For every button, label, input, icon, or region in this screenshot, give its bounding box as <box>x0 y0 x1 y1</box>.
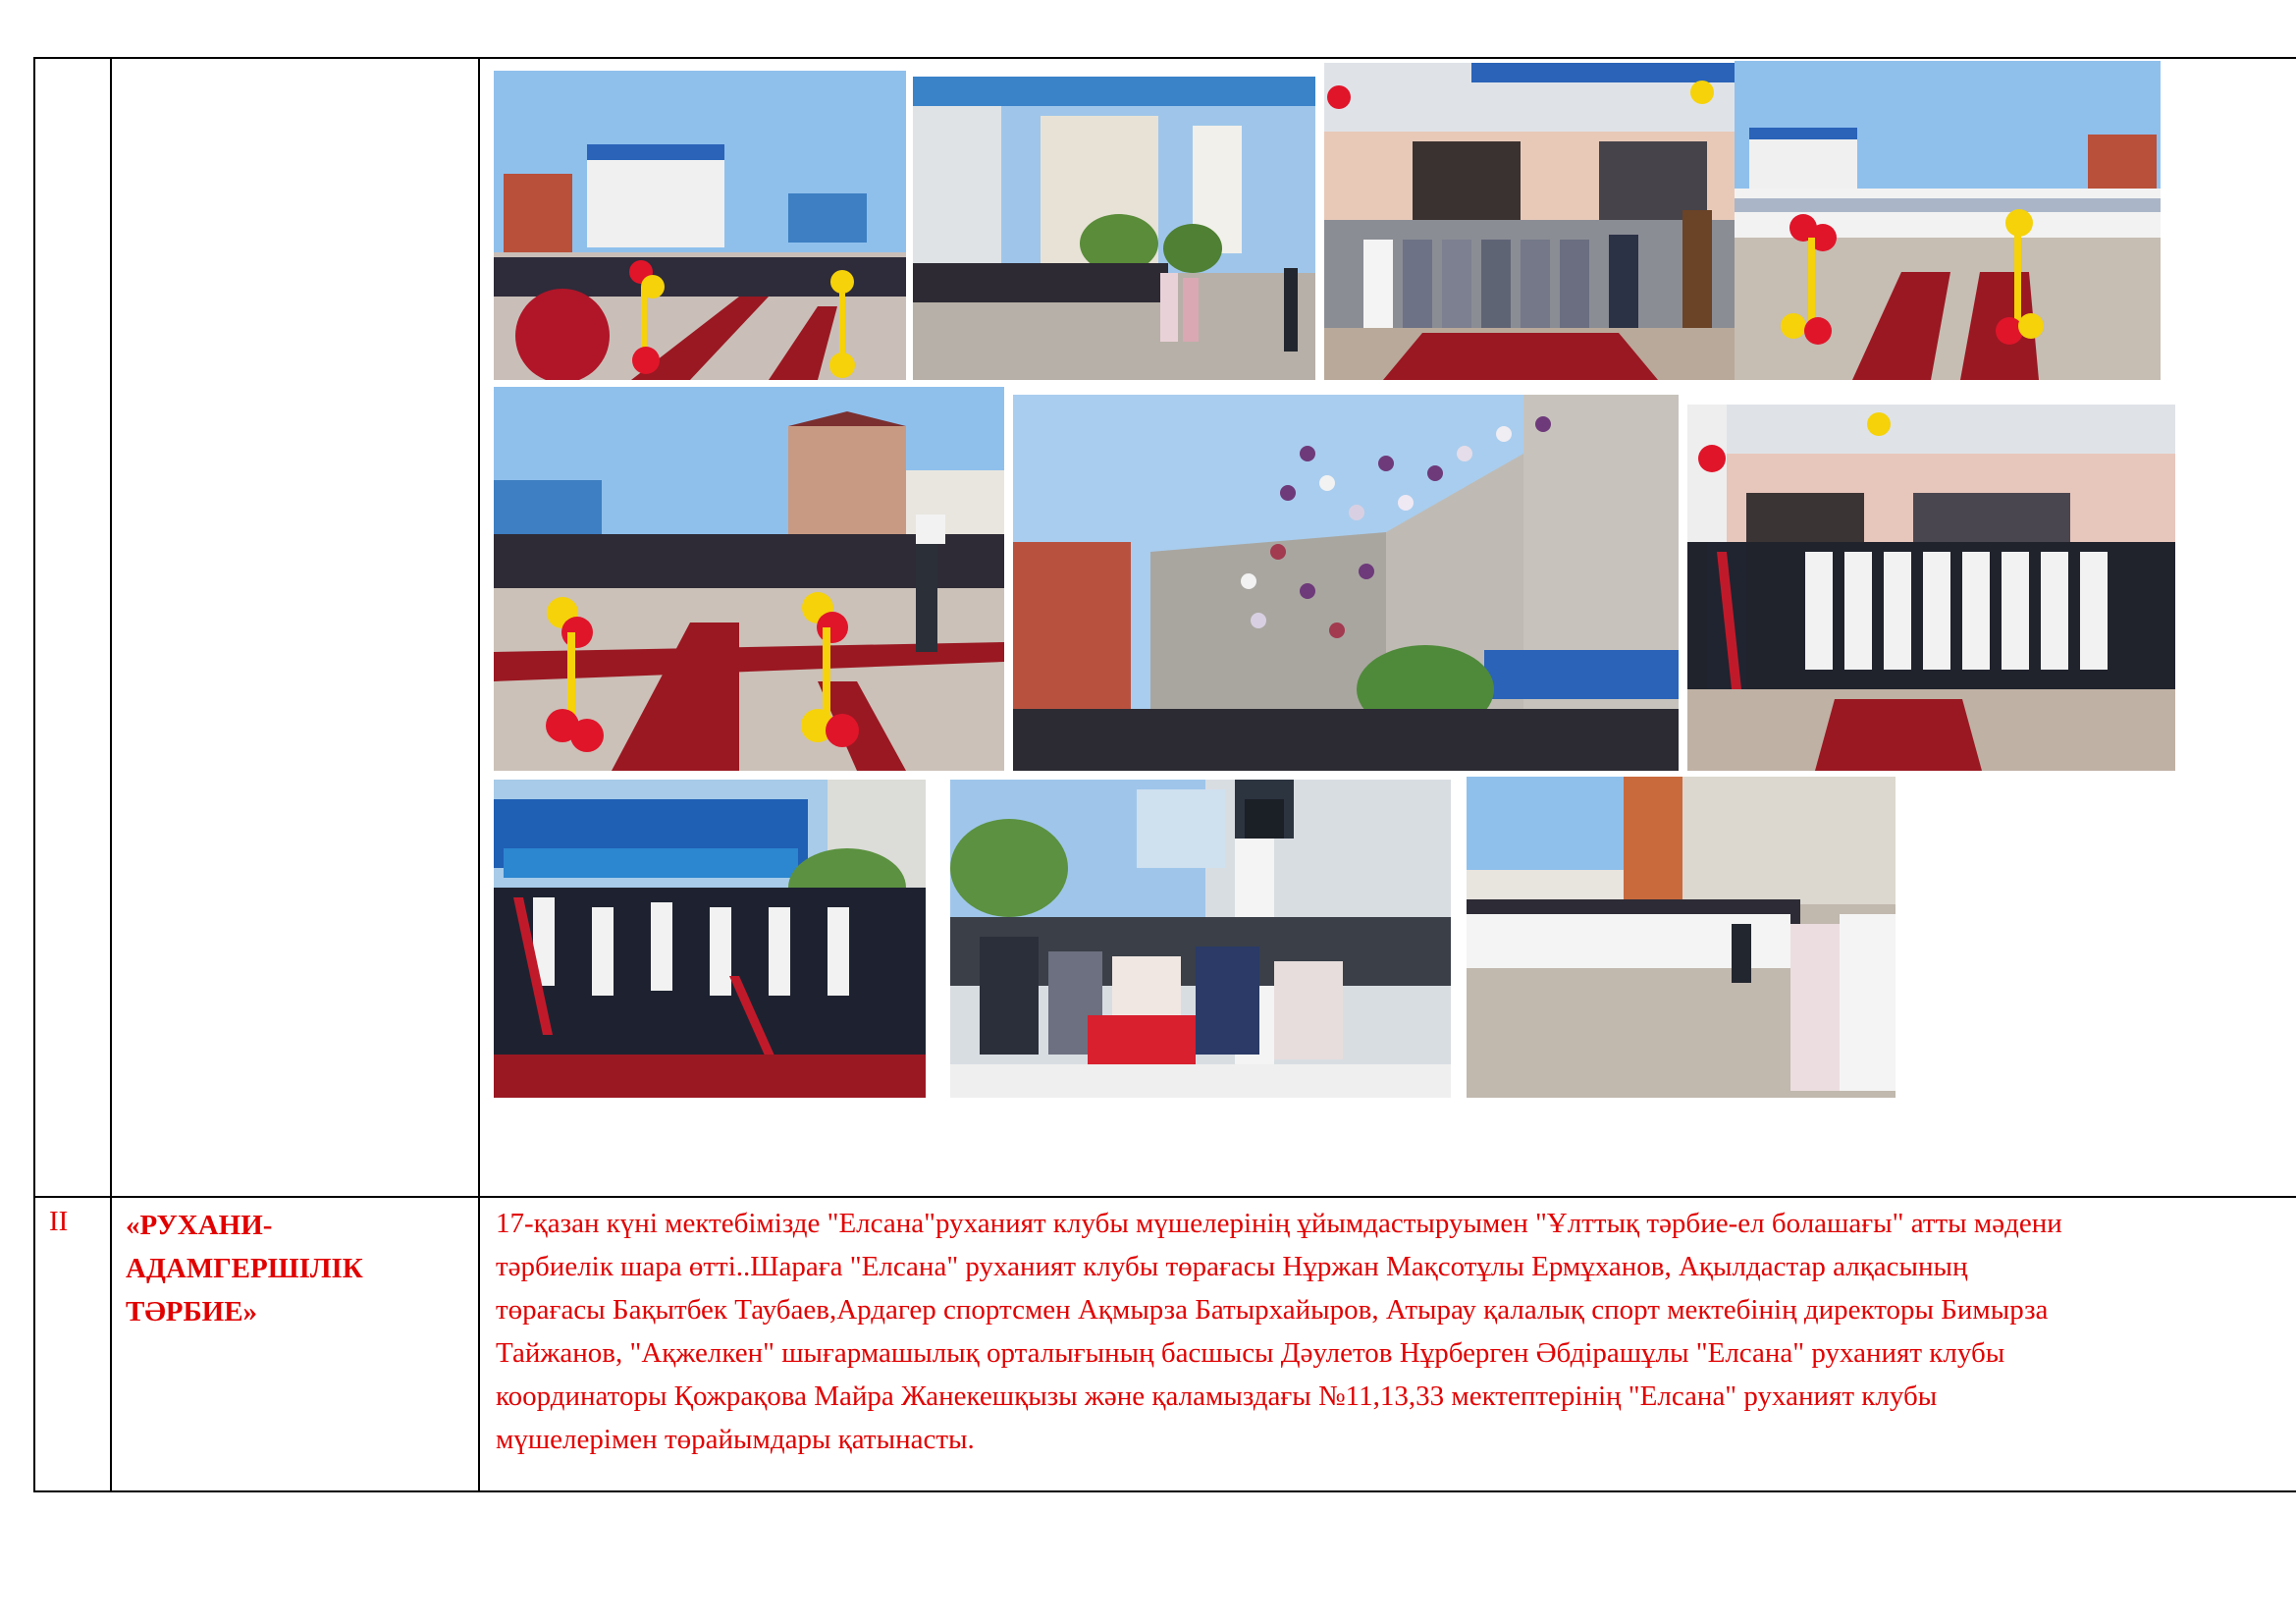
table-top-border <box>33 57 2296 59</box>
photo-seated-guests <box>950 780 1451 1098</box>
photo-graduates-group <box>1687 405 2175 771</box>
photo-balloon-release <box>1013 395 1679 771</box>
table-left-border <box>33 57 35 1492</box>
section-title-line: АДАМГЕРШІЛІК <box>126 1253 363 1284</box>
photo-school-yard-crowd <box>494 71 906 380</box>
row-number: II <box>49 1206 69 1237</box>
section-title-line: ТӘРБИЕ» <box>126 1296 258 1327</box>
column-divider-2 <box>478 57 480 1492</box>
photo-graduates-banner <box>494 780 926 1098</box>
description-line: мүшелерімен төрайымдары қатынасты. <box>496 1424 975 1455</box>
column-divider-1 <box>110 57 112 1492</box>
section-title-line: «РУХАНИ- <box>126 1210 273 1241</box>
description-line: Тайжанов, "Ақжелкен" шығармашылық орталығының басшысы Дәулетов Нұрберген Әбдірашұлы "Елсана" руханият клубы <box>496 1337 2005 1369</box>
photo-school-entrance <box>913 77 1315 380</box>
table-bottom-border <box>33 1490 2296 1492</box>
section-title <box>126 1204 469 1333</box>
description-line: 17-қазан күні мектебімізде "Елсана"руханият клубы мүшелерінің ұйымдастыруымен "Ұлттық тәрбие-ел болашағы" атты мәдени <box>496 1208 2062 1239</box>
description-line: төрағасы Бақытбек Таубаев,Ардагер спортсмен Ақмырза Батырхайыров, Атырау қалалық спорт мектебінің директоры Бимырза <box>496 1294 2049 1326</box>
photo-courtyard-balloons <box>494 387 1004 771</box>
photo-staff-on-steps <box>1324 63 1735 380</box>
row-divider <box>33 1196 2296 1198</box>
description-line: координаторы Қожрақова Майра Жанекешқызы және қаламыздағы №11,13,33 мектептерінің "Елсана" руханият клубы <box>496 1380 1938 1412</box>
description-line: тәрбиелік шара өтті..Шараға "Елсана" руханият клубы төрағасы Нұржан Мақсотұлы Ермұханов, Ақылдастар алқасының <box>496 1251 1968 1282</box>
photo-children-lineup <box>1467 777 1896 1098</box>
photo-children-parade <box>1735 61 2161 380</box>
event-description <box>496 1202 2296 1461</box>
